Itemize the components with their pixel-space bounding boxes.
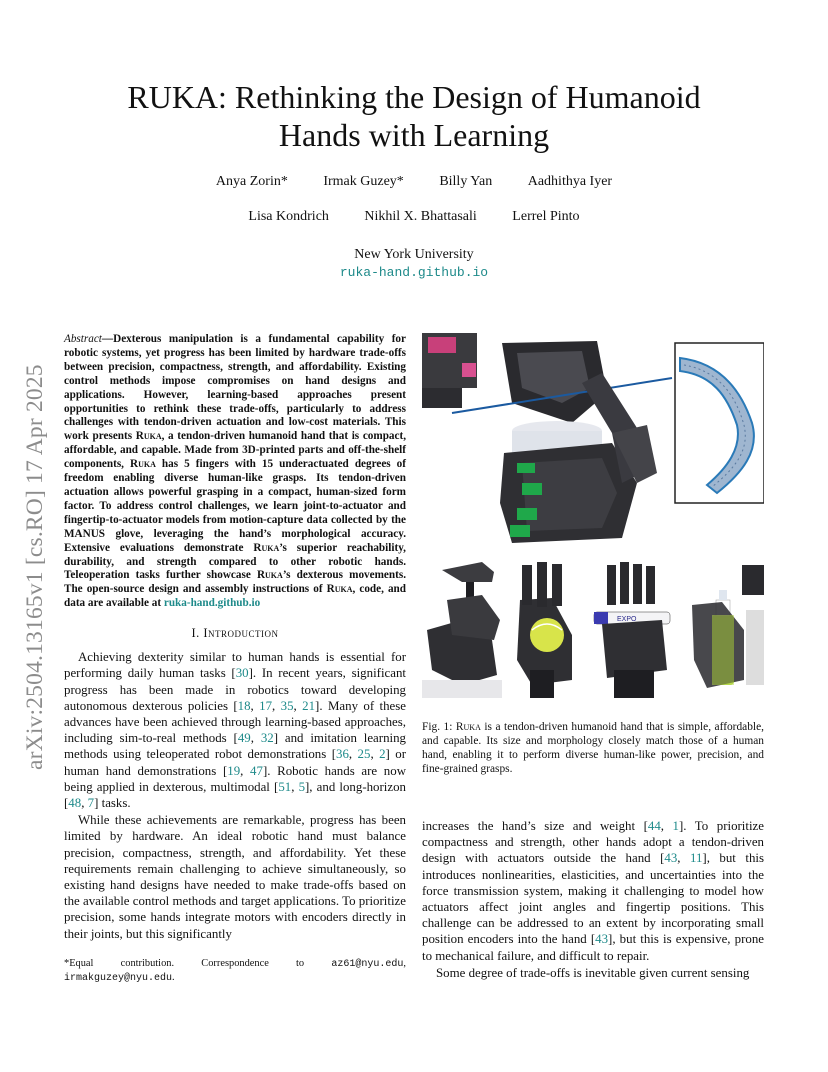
abstract-text: , code, and data are available at	[64, 583, 406, 610]
paragraph: While these achievements are remarkable, progress has been limited by hardware. An ideal robotic hand must balance precision, compactness, strength, and affordability. Yet these requirements remain challenging to achieve simultaneously, so existing hand designs have needed to make trade-offs based on the available control methods and target applications. To prioritize precision, some hands integrate motors with encoders directly in their joints, but this significantly	[64, 813, 406, 941]
caption-text: is a tendon-driven humanoid hand that is simple, affordable, and capable. Its size and morphology closely match those of a human hand, enabling it to perform diverse human-like power, precision, and fine-grained grasps.	[422, 721, 764, 775]
citation-link[interactable]: 21	[302, 698, 316, 713]
citation-link[interactable]: 32	[260, 731, 274, 746]
affiliation-block	[60, 246, 768, 282]
citation-link[interactable]: 49	[237, 731, 251, 746]
citation-link[interactable]: 19	[227, 763, 241, 778]
citation-link[interactable]: 7	[87, 795, 95, 810]
paragraph: increases the hand’s size and weight [44, 1]. To prioritize compactness and strength, other hands adopt a tendon-driven design with actuators outside the hand [43, 11], but this introduces nonlinearities, elasticities, and uncertainties into the force transmission system, making it challenging to model how actuators affect joint angles and fingertip positions. This challenge can be addressed to an extent by incorporating small position encoders into the hand [43], but this is expensive, prone to mechanical failure, and difficult to repair.	[422, 819, 764, 963]
ruka-name: Ruka	[455, 721, 481, 733]
arxiv-identifier-stamp: arXiv:2504.13165v1 [cs.RO] 17 Apr 2025	[22, 364, 48, 770]
citation-link[interactable]: 25	[357, 747, 371, 762]
citation-link[interactable]: 2	[379, 747, 386, 762]
citation-link[interactable]: 1	[672, 819, 679, 833]
author-name: Lisa Kondrich	[248, 209, 329, 224]
paragraph: Achieving dexterity similar to human hands is essential for performing daily human tasks [30]. In recent years, significant progress has been made in robotics toward developing autonomous dexterous policies [18, 17, 35, 21]. Many of these advances have been achieved through learning-based approaches, including sim-to-real methods [49, 32] and imitation learning methods using teleoperated robot demonstrations [36, 25, 2] or human hand demonstrations [19, 47]. Robotic hands are now being applied in dexterous, multimodal [51, 5], and long-horizon [48, 7] tasks.	[64, 650, 407, 810]
section-heading-introduction: I. Introduction	[191, 626, 279, 641]
citation-link[interactable]: 43	[595, 932, 609, 947]
citation-link[interactable]: 44	[647, 819, 661, 833]
ruka-name: Ruka	[256, 569, 283, 582]
abstract-website-link[interactable]: ruka-hand.github.io	[163, 597, 261, 610]
citation-link[interactable]: 51	[278, 779, 292, 794]
title-line-1: RUKA: Rethinking the Design of Humanoid	[127, 79, 701, 115]
title-line-2: Hands with Learning	[278, 117, 550, 153]
author-list-row-1	[60, 174, 768, 190]
introduction-body	[64, 649, 406, 942]
citation-link[interactable]: 18	[237, 698, 251, 713]
author-name: Nikhil X. Bhattasali	[364, 209, 477, 224]
abstract-text: ’s dexterous movements. The open-source design and assembly instructions of	[64, 569, 406, 596]
author-name: Anya Zorin*	[215, 174, 288, 189]
right-column-body	[422, 818, 764, 982]
ruka-name: Ruka	[253, 541, 280, 554]
paper-title	[60, 78, 768, 154]
citation-link[interactable]: 43	[664, 851, 678, 866]
ruka-name: Ruka	[130, 458, 156, 471]
institution-name: New York University	[354, 247, 474, 262]
author-name: Billy Yan	[439, 174, 493, 189]
marker-label-text: EXPO	[617, 616, 637, 623]
author-list-row-2	[60, 209, 768, 225]
ruka-name: Ruka	[326, 583, 353, 596]
project-website-link[interactable]: ruka-hand.github.io	[339, 265, 489, 280]
citation-link[interactable]: 17	[259, 698, 273, 713]
citation-link[interactable]: 48	[68, 795, 82, 810]
citation-link[interactable]: 36	[336, 747, 349, 762]
ruka-hand-main-photo	[422, 333, 764, 545]
paragraph: Some degree of trade-offs is inevitable given current sensing	[436, 965, 750, 980]
abstract-text: , a tendon-driven humanoid hand that is compact, affordable, and capable. Made from 3D-printed parts and off-the-shelf components,	[64, 430, 406, 471]
email-link[interactable]: irmakguzey@nyu.edu	[64, 973, 173, 984]
citation-link[interactable]: 30	[235, 666, 249, 681]
abstract	[64, 333, 406, 611]
author-name: Lerrel Pinto	[512, 209, 580, 224]
abstract-label: Abstract	[64, 333, 102, 345]
citation-link[interactable]: 35	[280, 698, 294, 713]
citation-link[interactable]: 5	[298, 779, 306, 794]
footnote: *Equal contribution. Correspondence to az61@nyu.edu, irmakguzey@nyu.edu.	[64, 958, 406, 984]
author-name: Irmak Guzey*	[323, 174, 404, 189]
figure-label: Fig. 1:	[422, 721, 456, 733]
left-column	[64, 333, 406, 943]
citation-link[interactable]: 11	[689, 851, 703, 866]
author-name: Aadhithya Iyer	[527, 174, 613, 189]
figure-caption	[422, 720, 764, 776]
abstract-text: —Dexterous manipulation is a fundamental capability for robotic systems, yet progress has been limited by hardware trade-offs between precision, compactness, strength, and affordability. Existing control methods impose compromises on hand designs and applications. However, learning-based approaches present opportunities to rethink these trade-offs, particularly to address challenges with tendon-driven actuation and low-cost materials. This work presents	[64, 333, 406, 443]
abstract-text: ’s superior reachability, durability, and strength compared to other robotic hands. Teleoperation tasks further showcase	[64, 541, 406, 582]
ruka-grasp-examples-photos	[422, 560, 764, 698]
ruka-name: Ruka	[135, 430, 162, 443]
abstract-text: has 5 fingers with 15 underactuated degrees of freedom enabling diverse human-like grasps. Its tendon-driven actuation allows powerful grasping in a compact, human-sized form factor. To address control challenges, we learn joint-to-actuator and fingertip-to-actuator models from motion-capture data collected by the MANUS glove, leveraging the hand’s morphological accuracy. Extensive evaluations demonstrate	[64, 458, 407, 554]
citation-link[interactable]: 47	[250, 763, 263, 778]
email-link[interactable]: az61@nyu.edu	[331, 959, 404, 970]
